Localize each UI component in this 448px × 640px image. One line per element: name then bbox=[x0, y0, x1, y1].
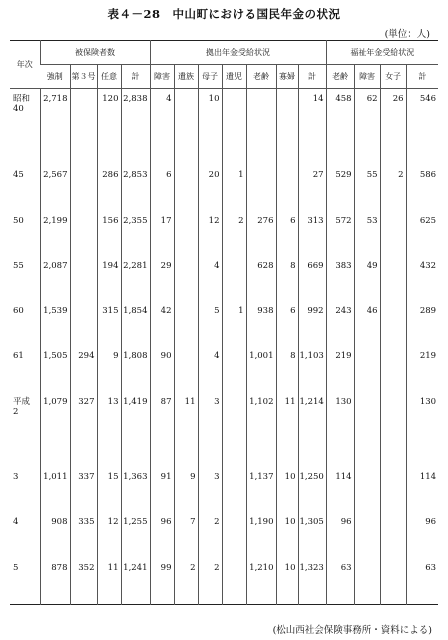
table-cell bbox=[276, 165, 298, 210]
table-cell bbox=[380, 558, 406, 605]
table-row bbox=[10, 512, 438, 557]
table-cell: 2 bbox=[174, 558, 198, 605]
table-cell: 2 bbox=[198, 558, 222, 605]
column-header: 任意 bbox=[97, 65, 121, 89]
table-cell: 4 bbox=[198, 256, 222, 301]
table-cell: 669 bbox=[298, 256, 326, 301]
table-cell bbox=[70, 211, 97, 256]
table-cell bbox=[380, 467, 406, 512]
table-cell: 352 bbox=[70, 558, 97, 605]
table-row bbox=[10, 392, 438, 467]
table-cell: 1,190 bbox=[246, 512, 276, 557]
table-cell: 2,281 bbox=[121, 256, 150, 301]
table-cell: 10 bbox=[276, 558, 298, 605]
year-cell bbox=[10, 346, 40, 391]
table-cell: 1,137 bbox=[246, 467, 276, 512]
table-cell: 335 bbox=[70, 512, 97, 557]
table-cell bbox=[174, 256, 198, 301]
table-cell: 938 bbox=[246, 301, 276, 346]
year-header: 年次 bbox=[10, 41, 40, 89]
table-cell bbox=[70, 301, 97, 346]
year-label: 60 bbox=[13, 306, 24, 317]
table-cell bbox=[174, 346, 198, 391]
table-cell: 1,539 bbox=[40, 301, 70, 346]
column-header-row bbox=[10, 65, 438, 89]
source-note: (松山西社会保険事務所・資料による) bbox=[272, 625, 432, 636]
table-cell bbox=[380, 301, 406, 346]
table-cell: 49 bbox=[354, 256, 380, 301]
table-cell: 8 bbox=[276, 256, 298, 301]
column-header: 障害 bbox=[354, 65, 380, 89]
column-header: 母子 bbox=[198, 65, 222, 89]
column-header: 計 bbox=[298, 65, 326, 89]
table-cell: 294 bbox=[70, 346, 97, 391]
table-cell: 4 bbox=[198, 346, 222, 391]
table-cell: 432 bbox=[406, 256, 438, 301]
year-label: 40 bbox=[13, 104, 24, 114]
table-cell: 383 bbox=[326, 256, 354, 301]
year-label: 3 bbox=[13, 472, 19, 483]
table-cell bbox=[380, 256, 406, 301]
table-cell: 1,011 bbox=[40, 467, 70, 512]
table-cell: 219 bbox=[406, 346, 438, 391]
table-cell: 96 bbox=[326, 512, 354, 557]
table-cell bbox=[354, 558, 380, 605]
table-cell: 1,102 bbox=[246, 392, 276, 467]
era-label: 平成 bbox=[13, 396, 31, 407]
table-cell: 529 bbox=[326, 165, 354, 210]
table-cell: 1,001 bbox=[246, 346, 276, 391]
table-cell: 878 bbox=[40, 558, 70, 605]
table-cell: 9 bbox=[97, 346, 121, 391]
table-cell: 337 bbox=[70, 467, 97, 512]
year-label: 45 bbox=[13, 170, 24, 181]
table-cell: 1,323 bbox=[298, 558, 326, 605]
table-cell: 2,199 bbox=[40, 211, 70, 256]
table-cell: 1 bbox=[222, 301, 246, 346]
table-cell: 114 bbox=[326, 467, 354, 512]
table-row bbox=[10, 256, 438, 301]
table-cell: 586 bbox=[406, 165, 438, 210]
table-cell: 243 bbox=[326, 301, 354, 346]
table-cell: 1 bbox=[222, 165, 246, 210]
table-cell: 1,255 bbox=[121, 512, 150, 557]
welfare-group-header: 福祉年金受給状況 bbox=[326, 41, 438, 65]
table-cell: 1,808 bbox=[121, 346, 150, 391]
table-cell: 11 bbox=[174, 392, 198, 467]
year-label: 2 bbox=[13, 406, 19, 417]
table-cell bbox=[174, 211, 198, 256]
table-cell: 17 bbox=[150, 211, 174, 256]
table-cell: 114 bbox=[406, 467, 438, 512]
table-cell: 327 bbox=[70, 392, 97, 467]
table-cell: 289 bbox=[406, 301, 438, 346]
column-header: 女子 bbox=[380, 65, 406, 89]
pension-table bbox=[10, 40, 438, 605]
table-cell bbox=[174, 301, 198, 346]
column-header: 老齢 bbox=[246, 65, 276, 89]
table-cell bbox=[246, 89, 276, 166]
year-cell bbox=[10, 89, 40, 166]
table-cell: 315 bbox=[97, 301, 121, 346]
table-row bbox=[10, 301, 438, 346]
table-cell: 458 bbox=[326, 89, 354, 166]
table-cell: 4 bbox=[150, 89, 174, 166]
table-cell: 7 bbox=[174, 512, 198, 557]
table-cell: 26 bbox=[380, 89, 406, 166]
table-cell: 1,854 bbox=[121, 301, 150, 346]
table-title: 表４－28 中山町における国民年金の状況 bbox=[107, 7, 341, 21]
table-cell bbox=[222, 89, 246, 166]
table-cell bbox=[70, 256, 97, 301]
table-cell: 63 bbox=[406, 558, 438, 605]
table-cell: 11 bbox=[276, 392, 298, 467]
column-header: 強制 bbox=[40, 65, 70, 89]
table-cell bbox=[354, 512, 380, 557]
column-header: 老齢 bbox=[326, 65, 354, 89]
table-cell: 2,718 bbox=[40, 89, 70, 166]
year-label: 55 bbox=[13, 260, 24, 271]
year-cell bbox=[10, 165, 40, 210]
table-cell: 276 bbox=[246, 211, 276, 256]
table-row bbox=[10, 467, 438, 512]
insured-group-header: 被保険者数 bbox=[40, 41, 150, 65]
table-cell: 6 bbox=[150, 165, 174, 210]
table-cell bbox=[174, 165, 198, 210]
table-cell bbox=[380, 211, 406, 256]
column-header: 遺児 bbox=[222, 65, 246, 89]
year-label: 4 bbox=[13, 517, 19, 528]
table-cell bbox=[222, 392, 246, 467]
table-cell: 546 bbox=[406, 89, 438, 166]
table-cell: 2 bbox=[380, 165, 406, 210]
column-header: 寡婦 bbox=[276, 65, 298, 89]
table-cell bbox=[70, 89, 97, 166]
table-cell: 120 bbox=[97, 89, 121, 166]
table-cell bbox=[380, 346, 406, 391]
table-cell: 96 bbox=[406, 512, 438, 557]
year-cell bbox=[10, 467, 40, 512]
table-cell: 63 bbox=[326, 558, 354, 605]
table-cell: 313 bbox=[298, 211, 326, 256]
table-cell: 55 bbox=[354, 165, 380, 210]
table-cell: 1,250 bbox=[298, 467, 326, 512]
table-cell: 6 bbox=[276, 301, 298, 346]
table-cell: 91 bbox=[150, 467, 174, 512]
table-cell: 99 bbox=[150, 558, 174, 605]
column-header: 遺族 bbox=[174, 65, 198, 89]
table-cell: 2,853 bbox=[121, 165, 150, 210]
table-cell: 992 bbox=[298, 301, 326, 346]
column-header: 第３号 bbox=[70, 65, 97, 89]
year-cell bbox=[10, 512, 40, 557]
year-label: 50 bbox=[13, 215, 24, 226]
table-cell bbox=[354, 392, 380, 467]
table-cell: 8 bbox=[276, 346, 298, 391]
table-cell: 156 bbox=[97, 211, 121, 256]
table-row bbox=[10, 346, 438, 391]
table-cell: 87 bbox=[150, 392, 174, 467]
table-cell: 3 bbox=[198, 467, 222, 512]
table-cell bbox=[276, 89, 298, 166]
table-cell: 96 bbox=[150, 512, 174, 557]
table-cell bbox=[380, 512, 406, 557]
table-cell: 2,567 bbox=[40, 165, 70, 210]
table-cell: 53 bbox=[354, 211, 380, 256]
table-cell: 1,079 bbox=[40, 392, 70, 467]
column-header: 計 bbox=[406, 65, 438, 89]
table-cell: 1,210 bbox=[246, 558, 276, 605]
table-cell: 12 bbox=[198, 211, 222, 256]
table-cell: 625 bbox=[406, 211, 438, 256]
table-cell: 1,103 bbox=[298, 346, 326, 391]
table-cell: 14 bbox=[298, 89, 326, 166]
table-cell bbox=[222, 467, 246, 512]
table-cell: 10 bbox=[276, 512, 298, 557]
year-cell bbox=[10, 392, 40, 467]
year-cell bbox=[10, 256, 40, 301]
table-cell: 908 bbox=[40, 512, 70, 557]
table-cell: 10 bbox=[198, 89, 222, 166]
year-label: 5 bbox=[13, 562, 19, 573]
table-cell: 42 bbox=[150, 301, 174, 346]
table-cell bbox=[354, 467, 380, 512]
table-cell: 286 bbox=[97, 165, 121, 210]
year-cell bbox=[10, 211, 40, 256]
unit-label: (単位：人) bbox=[384, 29, 430, 40]
table-cell: 130 bbox=[406, 392, 438, 467]
table-cell: 11 bbox=[97, 558, 121, 605]
year-cell bbox=[10, 558, 40, 605]
table-cell: 62 bbox=[354, 89, 380, 166]
table-cell: 572 bbox=[326, 211, 354, 256]
table-body bbox=[10, 89, 438, 605]
table-cell: 2,838 bbox=[121, 89, 150, 166]
table-row bbox=[10, 211, 438, 256]
table-cell: 1,363 bbox=[121, 467, 150, 512]
table-cell: 1,214 bbox=[298, 392, 326, 467]
table-cell bbox=[222, 558, 246, 605]
column-header: 計 bbox=[121, 65, 150, 89]
table-cell: 2 bbox=[198, 512, 222, 557]
table-cell bbox=[222, 256, 246, 301]
year-cell bbox=[10, 301, 40, 346]
table-row bbox=[10, 89, 438, 166]
table-cell bbox=[70, 165, 97, 210]
table-cell bbox=[222, 512, 246, 557]
table-cell bbox=[380, 392, 406, 467]
contrib-group-header: 拠出年金受給状況 bbox=[150, 41, 326, 65]
table-cell: 1,505 bbox=[40, 346, 70, 391]
table-cell bbox=[222, 346, 246, 391]
table-cell: 194 bbox=[97, 256, 121, 301]
table-cell: 130 bbox=[326, 392, 354, 467]
table-cell: 6 bbox=[276, 211, 298, 256]
table-cell: 12 bbox=[97, 512, 121, 557]
table-cell: 2 bbox=[222, 211, 246, 256]
era-label: 昭和 bbox=[13, 94, 31, 104]
table-cell: 46 bbox=[354, 301, 380, 346]
table-cell: 10 bbox=[276, 467, 298, 512]
table-cell: 5 bbox=[198, 301, 222, 346]
table-cell: 15 bbox=[97, 467, 121, 512]
table-row bbox=[10, 558, 438, 605]
year-label: 61 bbox=[13, 351, 24, 362]
table-row bbox=[10, 165, 438, 210]
table-cell: 13 bbox=[97, 392, 121, 467]
table-cell: 628 bbox=[246, 256, 276, 301]
table-cell bbox=[246, 165, 276, 210]
table-cell: 20 bbox=[198, 165, 222, 210]
table-cell bbox=[174, 89, 198, 166]
table-cell: 27 bbox=[298, 165, 326, 210]
table-cell: 9 bbox=[174, 467, 198, 512]
table-cell bbox=[354, 346, 380, 391]
column-header: 障害 bbox=[150, 65, 174, 89]
table-cell: 219 bbox=[326, 346, 354, 391]
table-cell: 2,087 bbox=[40, 256, 70, 301]
table-cell: 1,241 bbox=[121, 558, 150, 605]
table-cell: 2,355 bbox=[121, 211, 150, 256]
table-cell: 29 bbox=[150, 256, 174, 301]
table-cell: 1,419 bbox=[121, 392, 150, 467]
table-cell: 1,305 bbox=[298, 512, 326, 557]
table-cell: 90 bbox=[150, 346, 174, 391]
table-cell: 3 bbox=[198, 392, 222, 467]
